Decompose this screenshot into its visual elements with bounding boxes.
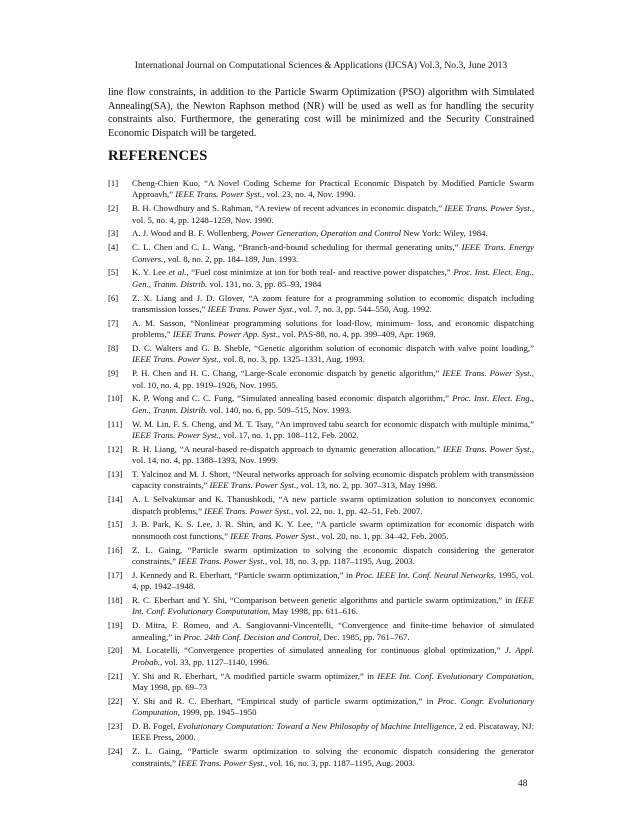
reference-text: , vol. 16, no. 3, pp. 1187–1195, Aug. 2003. [264,757,415,768]
reference-item [108,203,534,226]
reference-number: [13] [108,469,123,480]
reference-source: IEEE Trans. Power Syst. [132,354,219,365]
reference-text: , vol. PAS-88, no. 4, pp. 399–409, Apr. 1969. [277,329,436,340]
reference-text: , vol. 8, no. 2, pp. 184–189, Jun. 1993. [163,253,299,264]
reference-number: [7] [108,317,119,328]
reference-text: Z. L. Gaing, “Particle swarm optimization to solving the economic dispatch considering the generator constraints,” [132,544,534,567]
reference-text: W. M. Lin, F. S. Cheng, and M. T. Tsay, “An improved tabu search for economic dispatch with multiple minima,” [132,418,534,429]
reference-text: Y. Shi and R. C. Eberhart, “Empirical study of particle swarm optimization,” in [132,695,438,706]
reference-item [108,267,534,290]
reference-number: [19] [108,620,123,631]
reference-item [108,519,534,542]
reference-item [108,343,534,366]
reference-text: , 1995, vol. 4, pp. 1942–1948. [132,569,535,592]
reference-text: Cheng-Chien Kuo, “A Novel Coding Scheme for Practical Economic Dispatch by Modified Particle Swarm Approavh,” [132,178,534,200]
reference-text: New York: Wiley, 1984. [401,228,488,239]
reference-text: , 1999, pp. 1945–1950 [177,707,257,718]
reference-text: , Dec. 1985, pp. 761–767. [318,631,410,642]
reference-number: [10] [108,393,123,404]
reference-source: IEEE Trans. Power Syst. [132,430,219,441]
reference-text: J. Kennedy and R. Eberhart, “Particle swarm optimization,” in [132,569,356,580]
reference-text: , vol. 23, no. 4, Nov. 1990. [262,189,356,200]
reference-source: IEEE Trans. Power App. Syst. [172,329,278,340]
reference-source: et al. [168,267,187,278]
reference-text: , vol. 8, no. 3, pp. 1325–1331, Aug. 1993. [218,354,365,365]
reference-text: R. H. Liang, “A neural-based re-dispatch approach to dynamic generation allocation,” [132,443,443,454]
reference-item [108,393,534,416]
reference-number: [3] [108,228,119,239]
reference-item [108,721,534,744]
reference-source: J. Appl. Probab. [132,645,534,667]
reference-text: vol. 140, no. 6, pp. 509–515, Nov. 1993. [207,404,352,415]
reference-source: IEEE Int. Conf. Evolutionary Compututation [132,595,534,617]
references-list [108,178,534,771]
reference-number: [5] [108,267,119,278]
reference-source: IEEE Int. Conf. Evolutionary Computation [377,670,532,681]
reference-text: , vol. 14, no. 4, pp. 1388–1393, Nov. 1999. [132,443,534,466]
reference-text: K. P. Wong and C. C. Fung, “Simulated annealing based economic dispatch algorithm,” [132,393,453,404]
reference-item [108,545,534,568]
reference-source: IEEE Trans. Power Syst. [209,480,297,491]
reference-item [108,178,534,201]
reference-item [108,318,534,341]
reference-source: IEEE Trans. Power Syst. [444,203,532,214]
reference-item [108,228,534,239]
reference-number: [24] [108,746,123,757]
reference-text: K. Y. Lee [132,267,169,278]
reference-source: Power Generation, Operation and Control [251,228,402,239]
reference-number: [2] [108,203,119,214]
reference-item [108,242,534,265]
reference-source: Proc. Inst. Elect. Eng., Gen., Tranm. Distrib. [132,267,534,289]
reference-text: D. B. Fogel, [132,721,178,732]
reference-text: vol. 131, no. 3, pp. 85–93, 1984 [207,278,322,289]
reference-text: , vol. 17, no. 1, pp. 108–112, Feb. 2002. [218,430,359,441]
reference-text: M. Locatelli, “Convergence properties of simulated annealing for continuous global optimization,” [132,645,505,656]
reference-text: J. B. Park, K. S. Lee, J. R. Shin, and K. Y. Lee, “A particle swarm optimization for economic dispatch with nonsmooth cost functions,” [132,519,534,541]
reference-source: IEEE Trans. Power Syst. [442,443,532,454]
reference-text: D. C. Walters and G. B. Sheble, “Genetic algorithm solution of economic dispatch with valve point loading,” [132,343,534,354]
reference-source: IEEE Trans. Energy Convers. [132,242,534,264]
reference-source: Proc. Congr. Evolutionary Computation [132,695,534,718]
reference-item [108,469,534,492]
reference-number: [8] [108,343,119,354]
reference-text: , “Fuel cost minimize at ion for both real- and reactive power dispatches,” [186,267,454,278]
reference-item [108,645,534,668]
reference-number: [22] [108,695,123,706]
reference-text: , vol. 5, no. 4, pp. 1248–1259, Nov. 1990. [132,203,534,225]
reference-item [108,746,534,769]
reference-number: [18] [108,595,123,606]
reference-number: [15] [108,519,123,530]
reference-item [108,419,534,442]
reference-source: IEEE Trans. Power Syst. [207,304,295,315]
running-header: International Journal on Computational Sciences & Applications (IJCSA) Vol.3, No.3, June 2013 [134,60,508,71]
reference-source: Proc. 24th Conf. Decision and Control [183,631,319,642]
reference-item [108,570,534,593]
reference-source: IEEE Trans. Power Syst. [204,505,291,516]
reference-item [108,620,534,643]
reference-text: D. Mitra, F. Romeo, and A. Sangiovanni-Vincentelli, “Convergence and finite-time behavior of simulated annealing,” in [132,620,534,642]
reference-number: [17] [108,569,123,580]
reference-text: A. J. Wood and B. F. Wollenberg, [132,228,252,239]
reference-item [108,444,534,467]
reference-text: Z. L. Gaing, “Particle swarm optimization to solving the economic dispatch considering the generator constraints,” [132,746,534,768]
reference-text: , vol. 18, no. 3, pp. 1187–1195, Aug. 2003. [264,556,415,567]
references-heading: REFERENCES [108,148,208,164]
reference-text: , vol. 20, no. 1, pp. 34–42, Feb. 2005. [316,530,449,541]
reference-text: , vol. 7, no. 3, pp. 544–550, Aug. 1992. [294,304,432,315]
reference-item [108,595,534,618]
reference-text: B. H. Chowdhury and S. Rahman, “A review of recent advances in economic dispatch,” [132,203,445,214]
page-number: 48 [518,779,528,789]
reference-item [108,696,534,719]
reference-number: [16] [108,544,123,555]
reference-text: , vol. 10, no. 4, pp. 1919–1926, Nov. 1995. [132,368,534,390]
reference-text: , vol. 33, pp. 1127–1140, 1996. [160,656,270,667]
reference-number: [11] [108,418,123,429]
reference-source: IEEE Trans. Power Syst. [442,368,532,379]
reference-text: , vol. 13, no. 2, pp. 307–313, May 1998. [296,480,438,491]
reference-number: [4] [108,242,119,253]
reference-item [108,671,534,694]
reference-source: Proc. Inst. Elect. Eng., Gen., Tranm. Distrib. [132,393,534,415]
reference-number: [21] [108,670,123,681]
reference-item [108,368,534,391]
reference-source: IEEE Trans. Power Syst. [230,530,317,541]
reference-number: [14] [108,494,123,505]
reference-text: T. Yalcinoz and M. J. Short, “Neural networks approach for solving economic dispatch problem with transmission capacity constraints,” [132,469,534,491]
reference-source: IEEE Trans. Power Syst. [178,556,265,567]
reference-text: P. H. Chen and H. C. Chang, “Large-Scale economic dispatch by genetic algorithm,” [132,368,443,379]
reference-text: , May 1998, pp. 69–73 [132,670,534,693]
reference-text: , 2 ed. Piscataway, NJ: IEEE Press, 2000. [132,721,534,743]
reference-source: IEEE Trans. Power Syst. [175,189,263,200]
reference-item [108,293,534,316]
reference-text: Z. X. Liang and J. D. Glover, “A zoom feature for a programming solution to economic dispatch including transmission losses,” [132,292,534,315]
reference-number: [1] [108,178,119,188]
reference-number: [20] [108,645,123,656]
reference-text: R. C. Eberhart and Y. Shi, “Comparison between genetic algorithms and particle swarm optimization,” in [132,595,516,606]
reference-text: , vol. 22, no. 1, pp. 42–51, Feb. 2007. [290,505,423,516]
reference-item [108,494,534,517]
reference-number: [9] [108,368,119,379]
reference-source: Evolutionary Computation: Toward a New Philosophy of Machine Intelligence [177,721,455,732]
reference-source: IEEE Trans. Power Syst. [178,757,265,768]
reference-text: , May 1998, pp. 611–616. [267,606,358,617]
reference-source: Proc. IEEE Int. Conf. Neural Networks [355,569,494,580]
reference-text: A. I. Selvakumar and K. Thanushkodi, “A new particle swarm optimization solution to nonconvex economic dispatch problems,” [132,494,534,516]
body-paragraph: line flow constraints, in addition to the Particle Swarm Optimization (PSO) algorithm with Simulated Annealing(SA), the Newton Raphson method (NR) will be used as well as for handling the security constraints also. Furthermore, the generating cost will be minimized and the Security Constrained Economic Dispatch will be targeted. [108,87,534,139]
reference-text: C. L. Chen and C. L. Wang, “Branch-and-bound scheduling for thermal generating units,” [132,242,462,253]
reference-number: [6] [108,292,119,303]
reference-number: [23] [108,721,123,732]
reference-number: [12] [108,443,123,454]
reference-text: A. M. Sasson, “Nonlinear programming solutions for load-flow, minimum- loss, and economic dispatching problems,” [132,317,534,340]
reference-text: Y. Shi and R. Eberhart, “A modified particle swarm optimizer,” in [132,670,378,681]
